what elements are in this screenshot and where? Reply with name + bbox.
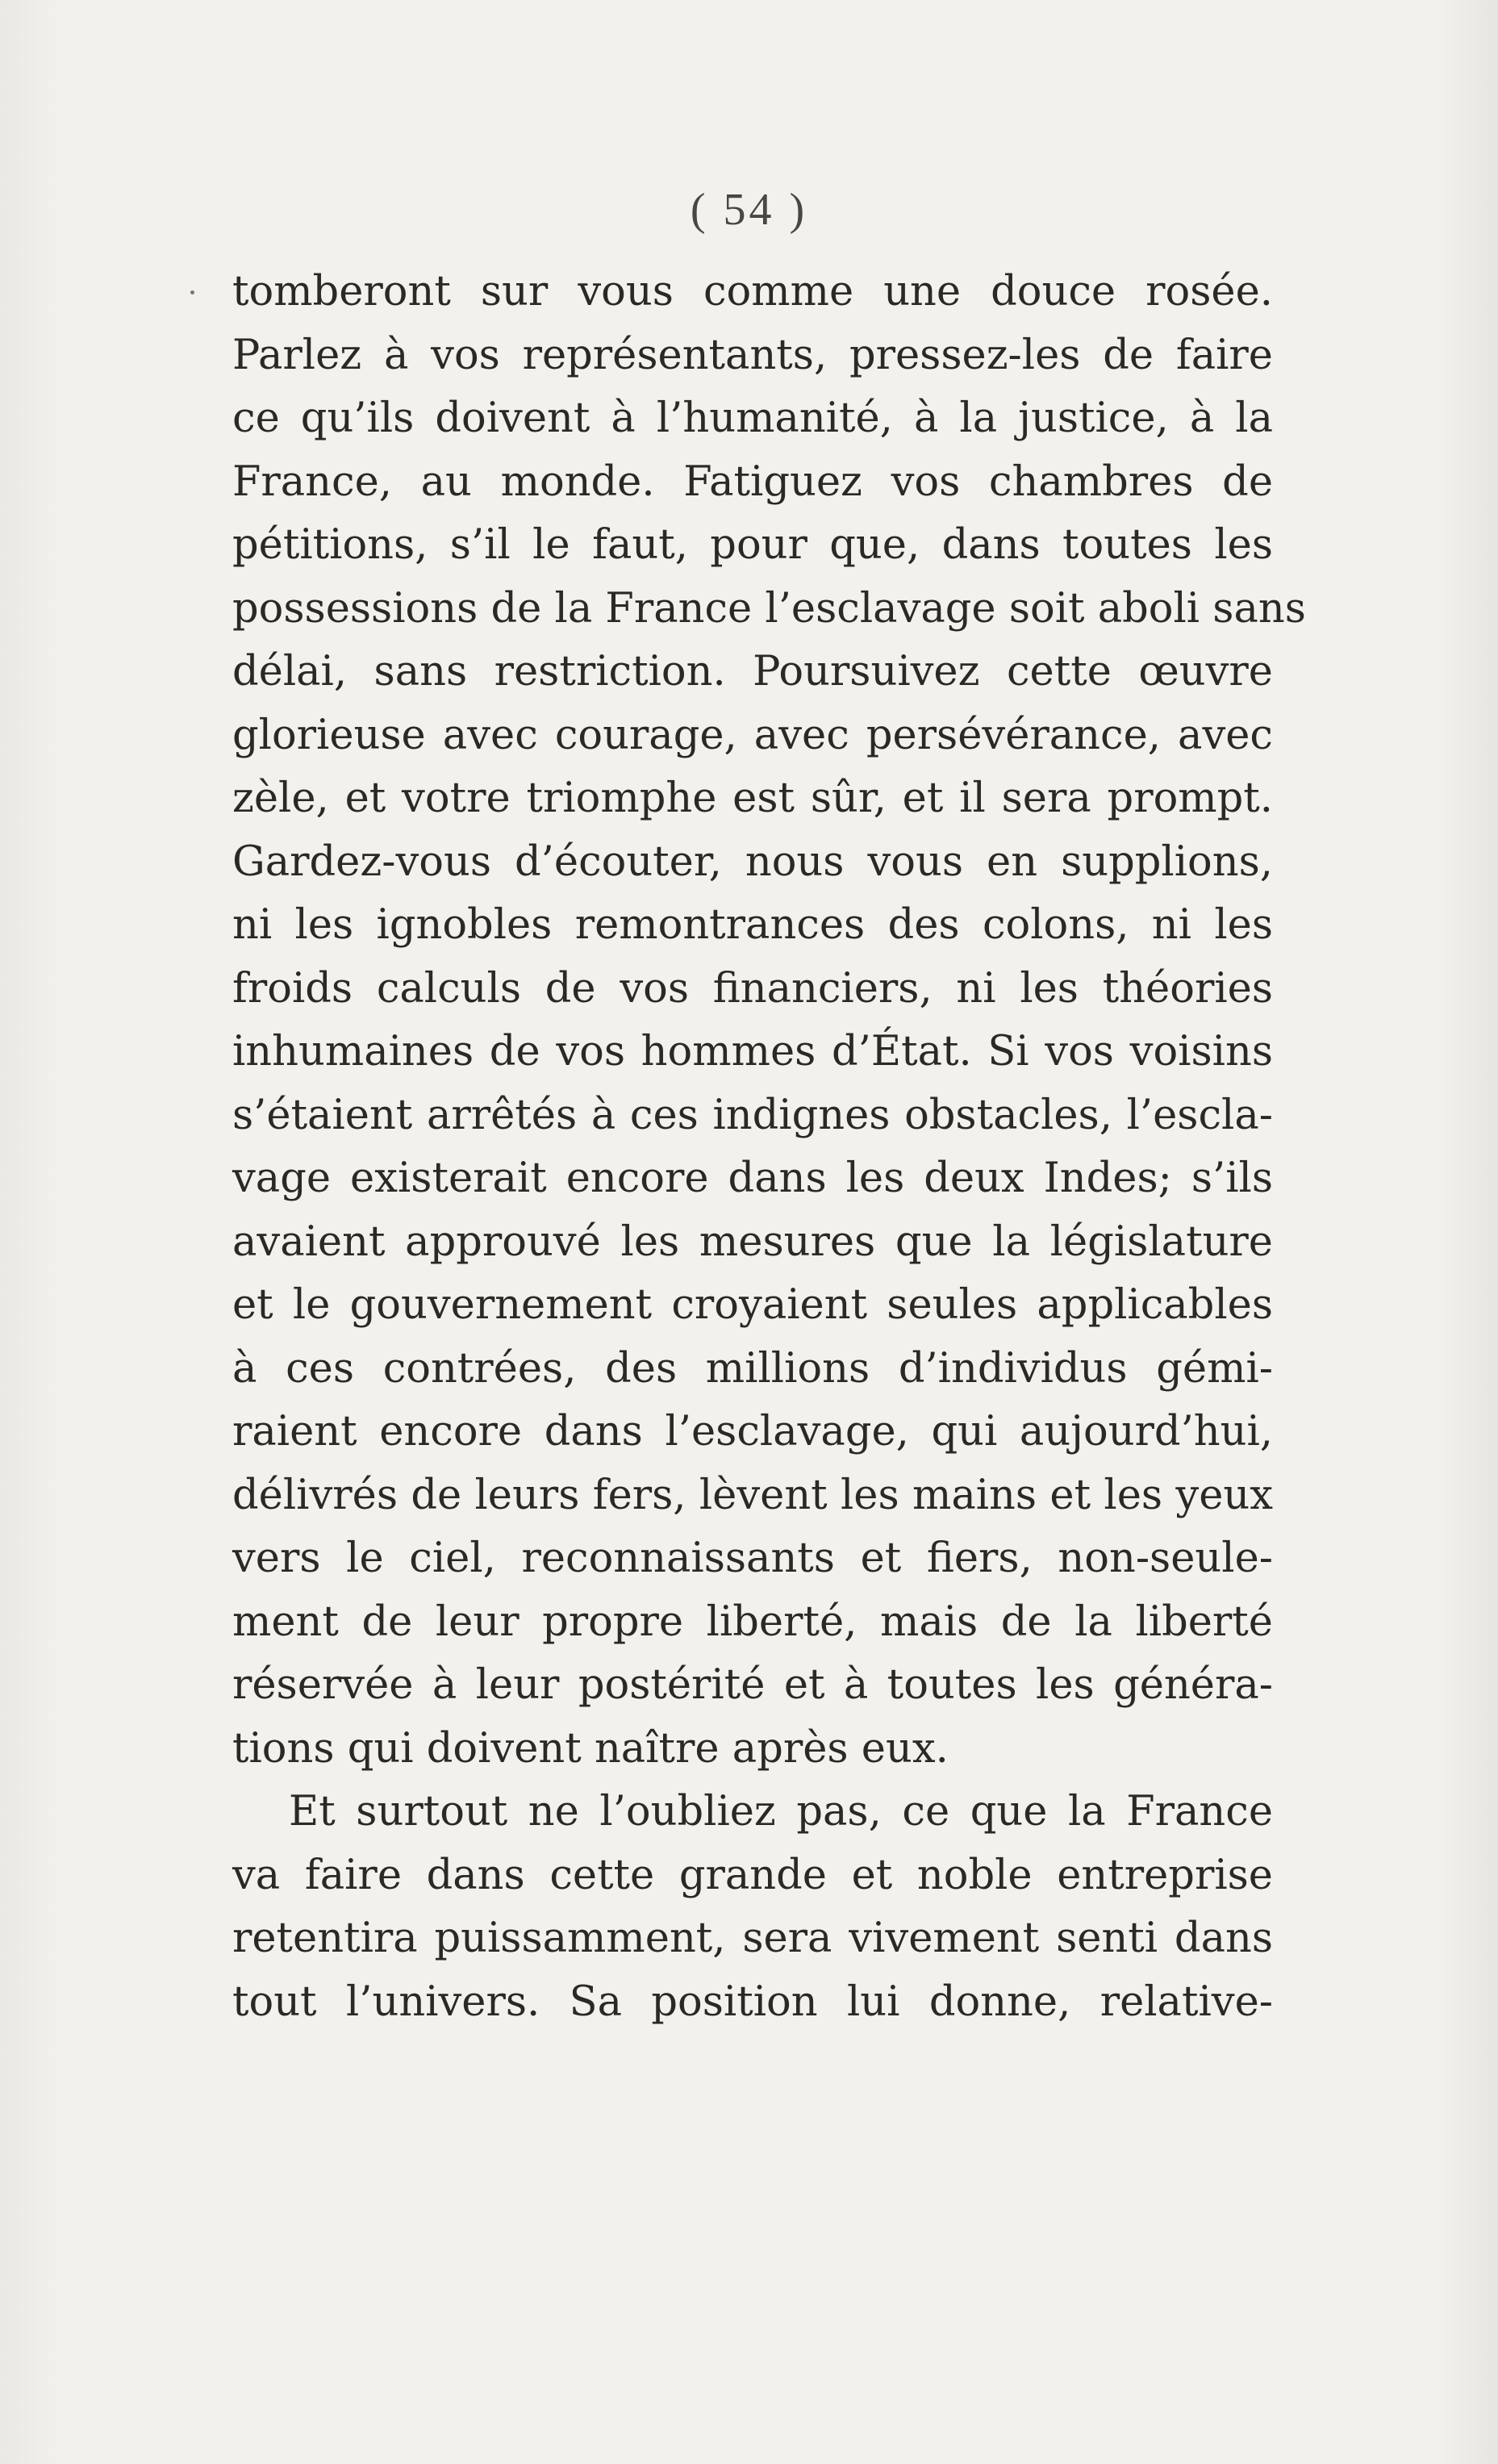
text-line: retentira puissamment, sera vivement senti dans [232,1915,1273,1962]
text-line: France, au monde. Fatiguez vos chambres de [232,457,1273,506]
text-line: froids calculs de vos financiers, ni les théories [232,964,1273,1013]
text-line: glorieuse avec courage, avec persévérance, avec [232,711,1273,759]
text-line: ni les ignobles remontrances des colons, ni les [232,901,1273,949]
text-line: raient encore dans l’esclavage, qui aujourd’hui, [232,1408,1273,1455]
text-line: délai, sans restriction. Poursuivez cette œuvre [232,648,1273,695]
text-line: délivrés de leurs fers, lèvent les mains et les yeux [232,1471,1273,1519]
text-line: Parlez à vos représentants, pressez-les de faire [232,331,1273,379]
text-line: vage existerait encore dans les deux Indes; s’ils [232,1155,1273,1202]
text-line: zèle, et votre triomphe est sûr, et il sera prompt. [232,775,1273,822]
text-line: s’étaient arrêtés à ces indignes obstacles, l’escla- [232,1091,1273,1139]
paragraph-last-line: tions qui doivent naître après eux. [232,1724,949,1773]
text-line: à ces contrées, des millions d’individus gémi- [232,1344,1273,1393]
text-line: pétitions, s’il le faut, pour que, dans toutes les [232,521,1273,569]
text-line: Gardez-vous d’écouter, nous vous en supplions, [232,837,1273,886]
page-number: ( 54 ) [690,185,808,235]
text-line: tomberont sur vous comme une douce rosée. [232,268,1273,315]
text-line: inhumaines de vos hommes d’État. Si vos voisins [232,1028,1273,1075]
text-line: avaient approuvé les mesures que la législature [232,1217,1273,1266]
text-line: vers le ciel, reconnaissants et fiers, non-seule- [232,1535,1273,1582]
text-line: possessions de la France l’esclavage soit aboli sans [232,584,1306,633]
text-line: ment de leur propre liberté, mais de la liberté [232,1597,1273,1646]
text-line: va faire dans cette grande et noble entreprise [232,1851,1273,1899]
text-line: tout l’univers. Sa position lui donne, relative- [232,1977,1273,2026]
text-line: réservée à leur postérité et à toutes les généra- [232,1661,1273,1709]
text-line: ce qu’ils doivent à l’humanité, à la justice, à la [232,395,1273,442]
margin-mark [190,290,194,294]
text-line: et le gouvernement croyaient seules applicables [232,1281,1273,1329]
body-text [232,261,1306,2034]
paragraph-first-line: Et surtout ne l’oubliez pas, ce que la France [289,1788,1273,1835]
